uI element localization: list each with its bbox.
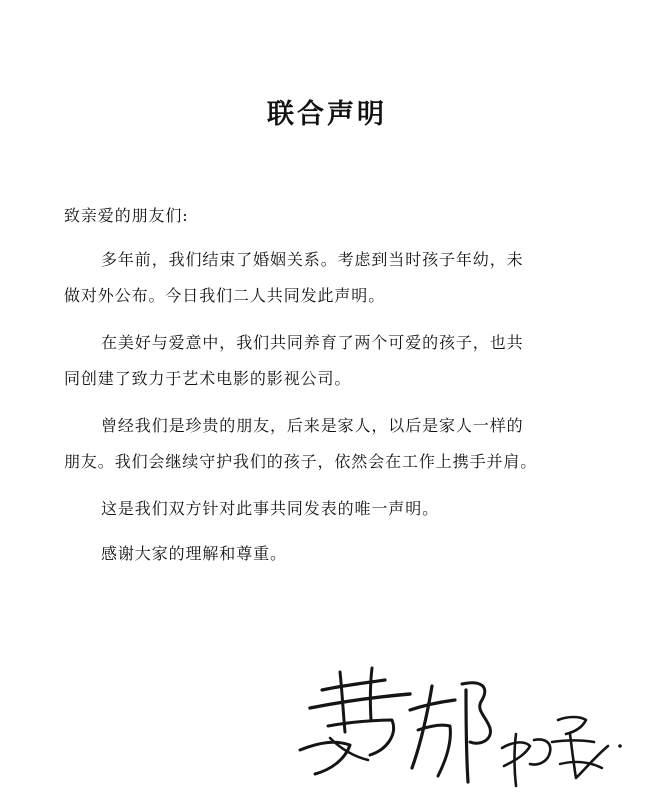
paragraph-2-line-1: 在美好与爱意中，我们共同养育了两个可爱的孩子，也共 [101, 333, 524, 352]
paragraph-2-line-2: 同创建了致力于艺术电影的影视公司。 [64, 369, 352, 388]
handwritten-signature [290, 650, 630, 790]
salutation: 致亲爱的朋友们: [64, 206, 189, 225]
paragraph-1-line-1: 多年前，我们结束了婚姻关系。考虑到当时孩子年幼，未 [101, 250, 524, 269]
document-title: 联合声明 [267, 99, 387, 130]
paragraph-4: 这是我们双方针对此事共同发表的唯一声明。 [101, 499, 440, 518]
paragraph-3-line-2: 朋友。我们会继续守护我们的孩子，依然会在工作上携手并肩。 [64, 452, 538, 471]
paragraph-3-line-1: 曾经我们是珍贵的朋友，后来是家人，以后是家人一样的 [101, 416, 524, 435]
paragraph-5: 感谢大家的理解和尊重。 [101, 544, 287, 563]
paragraph-1-line-2: 做对外公布。今日我们二人共同发此声明。 [64, 286, 386, 305]
